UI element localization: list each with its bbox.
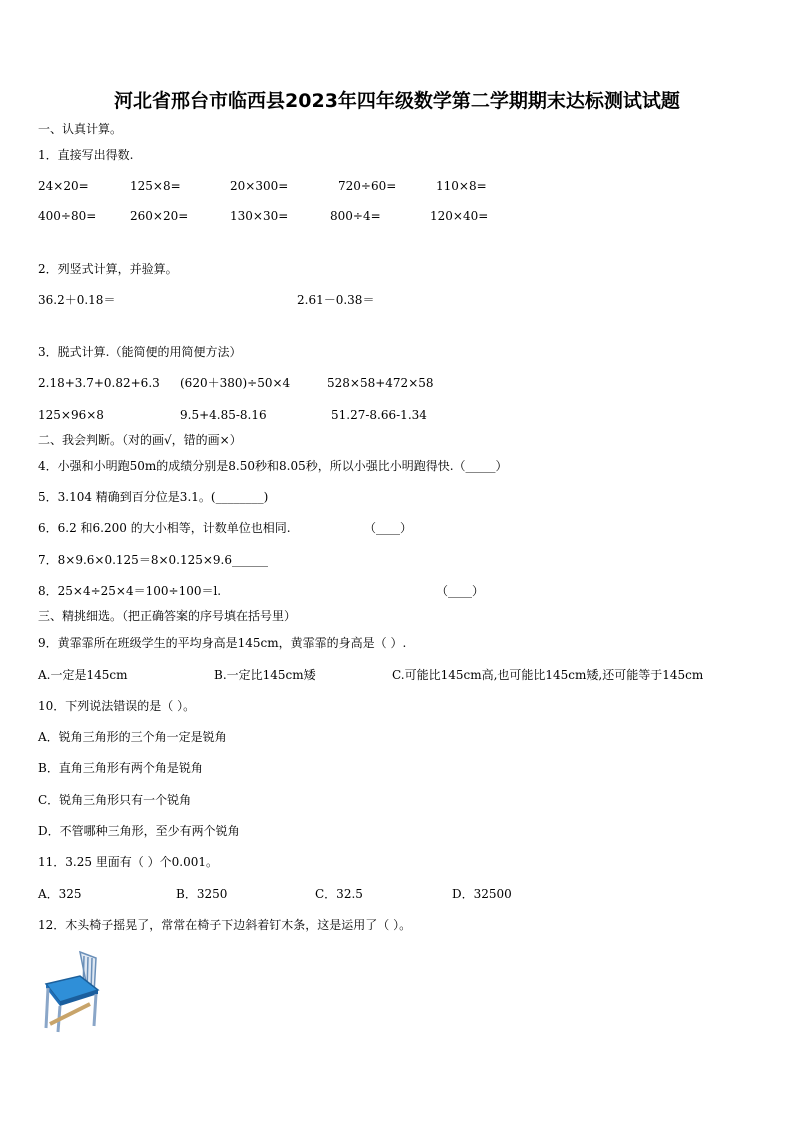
calc-item: 130×30= [230, 209, 289, 223]
expression-item: 2.18+3.7+0.82+6.3 [38, 376, 160, 390]
question-2-stem: 2．列竖式计算，并验算。 [38, 262, 178, 276]
option-c: C.可能比145cm高,也可能比145cm矮,还可能等于145cm [392, 668, 704, 682]
answer-blank: （____） [436, 584, 485, 598]
option-a: A.一定是145cm [38, 668, 128, 682]
question-1-stem: 1．直接写出得数. [38, 148, 134, 162]
question-6: 6．6.2 和6.200 的大小相等，计数单位也相同. [38, 521, 291, 535]
question-4: 4．小强和小明跑50m的成绩分别是8.50秒和8.05秒，所以小强比小明跑得快.（_____） [38, 459, 508, 473]
page-title: 河北省邢台市临西县2023年四年级数学第二学期期末达标测试试题 [114, 90, 680, 112]
vertical-calc-item: 36.2＋0.18＝ [38, 293, 116, 307]
option-b: B．直角三角形有两个角是锐角 [38, 761, 203, 775]
calc-item: 800÷4= [330, 209, 381, 223]
expression-item: 125×96×8 [38, 408, 104, 422]
vertical-calc-item: 2.61－0.38＝ [297, 293, 375, 307]
section-heading-judge: 二、我会判断。（对的画√，错的画×） [38, 433, 242, 447]
answer-blank: （____） [364, 521, 413, 535]
expression-item: (620＋380)÷50×4 [180, 376, 291, 390]
option-c: C．32.5 [315, 887, 363, 901]
option-a: A．锐角三角形的三个角一定是锐角 [38, 730, 227, 744]
question-5: 5．3.104 精确到百分位是3.1。(________) [38, 490, 269, 504]
question-11: 11．3.25 里面有（ ）个0.001。 [38, 855, 218, 869]
section-heading-calc: 一、认真计算。 [38, 122, 123, 136]
question-8: 8．25×4÷25×4＝100÷100＝l. [38, 584, 222, 598]
expression-item: 528×58+472×58 [327, 376, 434, 390]
expression-item: 9.5+4.85-8.16 [180, 408, 267, 422]
chair-brace [50, 1004, 90, 1024]
calc-item: 260×20= [130, 209, 189, 223]
chair-leg [46, 988, 48, 1028]
calc-item: 24×20= [38, 179, 89, 193]
question-9: 9．黄霏霏所在班级学生的平均身高是145cm，黄霏霏的身高是（ ）. [38, 636, 407, 650]
question-7: 7．8×9.6×0.125＝8×0.125×9.6______ [38, 553, 268, 567]
question-12: 12．木头椅子摇晃了，常常在椅子下边斜着钉木条，这是运用了（ ）。 [38, 918, 412, 932]
option-b: B.一定比145cm矮 [214, 668, 316, 682]
calc-item: 400÷80= [38, 209, 97, 223]
calc-item: 125×8= [130, 179, 181, 193]
option-d: D．不管哪种三角形，至少有两个锐角 [38, 824, 240, 838]
section-heading-choice: 三、精挑细选。（把正确答案的序号填在括号里） [38, 609, 297, 623]
calc-item: 110×8= [436, 179, 487, 193]
question-10: 10．下列说法错误的是（ ）。 [38, 699, 196, 713]
calc-item: 720÷60= [338, 179, 397, 193]
option-c: C．锐角三角形只有一个锐角 [38, 793, 192, 807]
calc-item: 120×40= [430, 209, 489, 223]
option-d: D．32500 [452, 887, 512, 901]
calc-item: 20×300= [230, 179, 289, 193]
expression-item: 51.27-8.66-1.34 [331, 408, 427, 422]
question-3-stem: 3．脱式计算.（能简便的用简便方法） [38, 345, 242, 359]
chair-illustration [40, 948, 104, 1034]
chair-leg [94, 994, 96, 1026]
option-a: A．325 [38, 887, 82, 901]
option-b: B．3250 [176, 887, 228, 901]
